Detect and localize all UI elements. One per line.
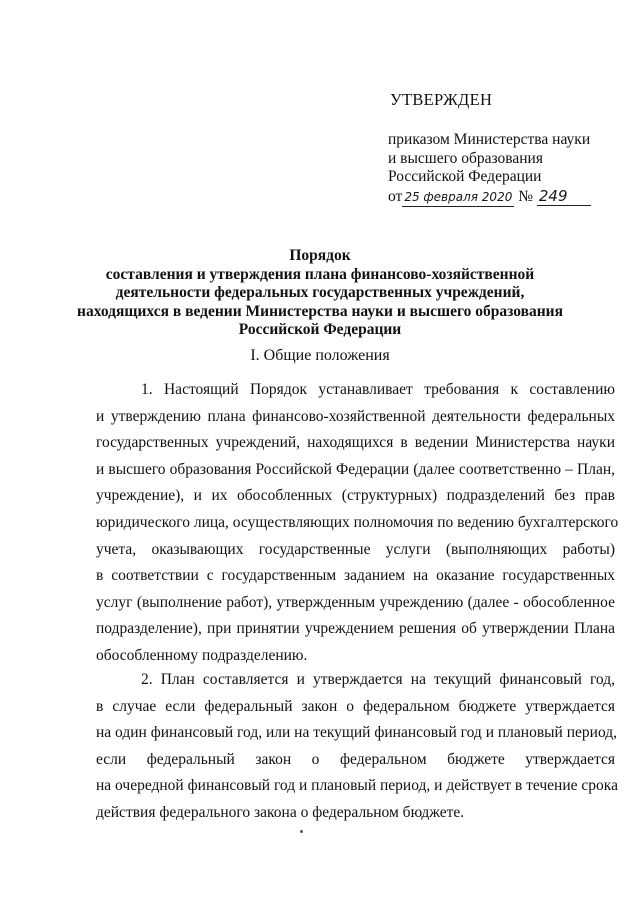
paragraph-line: в соответствии с государственным заданием на оказание государственных: [96, 567, 615, 585]
paragraph-line: 1. Настоящий Порядок устанавливает требования к составлению: [141, 381, 615, 398]
approval-line: и высшего образования: [388, 149, 543, 167]
paragraph-line: обособленному подразделению.: [96, 646, 308, 664]
document-title: [60, 247, 580, 340]
number-prefix: №: [518, 187, 534, 205]
paragraph-line: в случае если федеральный закон о федеральном бюджете утверждается: [96, 697, 615, 715]
title-line: находящихся в ведении Министерства науки и высшего образования: [77, 302, 563, 320]
section-heading: I. Общие положения: [250, 347, 390, 364]
approval-line: Российской Федерации: [388, 168, 542, 185]
title-line: деятельности федеральных государственных учреждений,: [115, 284, 525, 301]
paragraph-line: учета, оказывающих государственные услуги (выполняющих работы): [96, 540, 615, 558]
paragraph-line: государственных учреждений, находящихся в ведении Министерства науки: [96, 434, 615, 452]
paragraph-line: учреждение), и их обособленных (структурных) подразделений без прав: [96, 487, 615, 505]
scan-speck: [300, 830, 303, 833]
approval-line: приказом Министерства науки: [388, 131, 591, 148]
paragraph-line: и утверждению плана финансово-хозяйственной деятельности федеральных: [96, 407, 615, 425]
title-line: Российской Федерации: [238, 321, 402, 338]
paragraph-line: услуг (выполнение работ), утвержденным учреждению (далее - обособленное: [96, 593, 615, 611]
approval-block: [388, 131, 591, 207]
paragraph-line: и высшего образования Российской Федерации (далее соответственно – План,: [96, 460, 615, 478]
approval-date-line: [388, 187, 591, 208]
paragraph-line: действия федерального закона о федеральном бюджете.: [96, 803, 465, 821]
paragraph-line: если федеральный закон о федеральном бюджете утверждается: [96, 750, 615, 768]
paragraph-2: [96, 667, 618, 827]
date-prefix: от: [388, 187, 403, 205]
approval-stamp-title: УТВЕРЖДЕН: [390, 90, 493, 109]
paragraph-line: на один финансовый год, или на текущий финансовый год и плановый период,: [96, 724, 618, 742]
handwritten-order-number: 249: [537, 187, 591, 207]
title-line: составления и утверждения плана финансово-хозяйственной: [105, 265, 535, 283]
paragraph-line: 2. План составляется и утверждается на текущий финансовый год,: [141, 671, 615, 688]
paragraph-1: [96, 377, 619, 670]
paragraph-line: юридического лица, осуществляющих полномочия по ведению бухгалтерского: [96, 513, 619, 531]
handwritten-date: 25 февраля 2020: [402, 188, 514, 208]
paragraph-line: на очередной финансовый год и плановый период, и действует в течение срока: [96, 777, 618, 795]
title-line: Порядок: [289, 247, 351, 264]
paragraph-line: подразделение), при принятии учреждением решения об утверждении Плана: [96, 620, 615, 638]
